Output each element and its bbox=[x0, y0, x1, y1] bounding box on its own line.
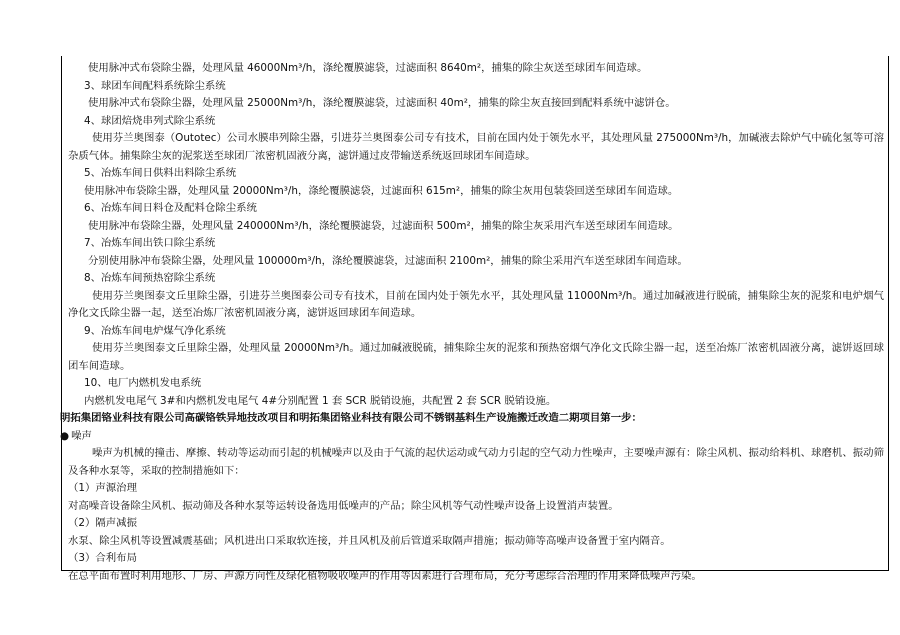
paragraph-item-9: 使用芬兰奥图泰文丘里除尘器，处理风量 20000Nm³/h。通过加碱液脱硫，捕集除尘灰的泥浆和预热窑烟气净化文氏除尘器一起，送至冶炼厂浓密机固液分离，滤饼返回球团车间造球。 bbox=[68, 342, 884, 372]
heading-item-7: 7、冶炼车间出铁口除尘系统 bbox=[84, 237, 216, 249]
project-title: 明拓集团铬业科技有限公司高碳铬铁异地技改项目和明拓集团铬业科技有限公司不锈钢基料生产设施搬迁改造二期项目第一步： bbox=[60, 412, 642, 424]
paragraph-item-3: 使用脉冲式布袋除尘器，处理风量 25000Nm³/h，涤纶覆膜滤袋，过滤面积 40m²，捕集的除尘灰直接回到配料系统中滤饼仓。 bbox=[88, 97, 676, 109]
paragraph-item-6: 使用脉冲布袋除尘器，处理风量 240000Nm³/h，涤纶覆膜滤袋，过滤面积 500m²，捕集的除尘灰采用汽车送至球团车间造球。 bbox=[88, 219, 679, 232]
heading-item-6: 6、冶炼车间日料仓及配料仓除尘系统 bbox=[84, 202, 257, 214]
heading-item-8: 8、冶炼车间预热窑除尘系统 bbox=[84, 272, 216, 284]
paragraph-dust-pulse: 使用脉冲式布袋除尘器，处理风量 46000Nm³/h，涤纶覆膜滤袋，过滤面积 8640m²，捕集的除尘灰送至球团车间造球。 bbox=[88, 62, 648, 74]
paragraph-item-5: 使用脉冲布袋除尘器，处理风量 20000Nm³/h，涤纶覆膜滤袋，过滤面积 615m²，捕集的除尘灰用包装袋回送至球团车间造球。 bbox=[84, 184, 679, 197]
heading-item-3: 3、球团车间配料系统除尘系统 bbox=[84, 79, 226, 92]
document-body bbox=[60, 60, 884, 585]
heading-item-4: 4、球团焙烧串列式除尘系统 bbox=[84, 114, 216, 127]
paragraph-item-10: 内燃机发电尾气 3#和内燃机发电尾气 4#分别配置 1 套 SCR 脱销设施，共配置 2 套 SCR 脱销设施。 bbox=[84, 394, 557, 407]
noise-heading-row bbox=[60, 428, 884, 446]
paragraph-item-8: 使用芬兰奥图泰文丘里除尘器，引进芬兰奥图泰公司专有技术，目前在国内处于领先水平，其处理风量 11000Nm³/h。通过加碱液进行脱硫，捕集除尘灰的泥浆和电炉烟气净化文氏除尘器一起，送至冶炼厂浓密机固液分离，滤饼返回球团车间造球。 bbox=[68, 289, 884, 319]
noise-intro: 噪声为机械的撞击、摩擦、转动等运动而引起的机械噪声以及由于气流的起伏运动或气动力引起的空气动力性噪声，主要噪声源有：除尘风机、振动给料机、球磨机、振动筛及各种水泵等，采取的控制措施如下： bbox=[68, 447, 884, 477]
section-1-text: 对高噪音设备除尘风机、振动筛及各种水泵等运转设备选用低噪声的产品；除尘风机等气动性噪声设备上设置消声装置。 bbox=[68, 499, 619, 512]
bullet-icon: ● bbox=[60, 429, 70, 442]
section-2-title: （2）隔声减振 bbox=[68, 517, 137, 529]
section-3-title: （3）合利布局 bbox=[68, 552, 137, 564]
section-2-text: 水泵、除尘风机等设置减震基础；风机进出口采取软连接，并且风机及前后管道采取隔声措施；振动筛等高噪声设备置于室内隔音。 bbox=[68, 534, 671, 547]
noise-heading: 噪声 bbox=[71, 429, 92, 442]
section-3-text: 在总平面布置时利用地形、厂房、声源方向性及绿化植物吸收噪声的作用等因素进行合理布局，充分考虑综合治理的作用来降低噪声污染。 bbox=[68, 569, 702, 582]
heading-item-10: 10、电厂内燃机发电系统 bbox=[84, 377, 202, 389]
section-1-title: （1）声源治理 bbox=[68, 482, 137, 494]
heading-item-9: 9、冶炼车间电炉煤气净化系统 bbox=[84, 324, 226, 337]
heading-item-5: 5、冶炼车间日供料出料除尘系统 bbox=[84, 167, 237, 179]
paragraph-item-4: 使用芬兰奥图泰（Outotec）公司水膜串列除尘器，引进芬兰奥图泰公司专有技术，目前在国内处于领先水平，其处理风量 275000Nm³/h，加碱液去除炉气中硫化氢等可溶杂质气体。捕集除尘灰的泥浆送至球团厂浓密机固液分离，滤饼通过皮带输送系统返回球团车间造球。 bbox=[68, 132, 884, 162]
paragraph-item-7: 分别使用脉冲布袋除尘器，处理风量 100000m³/h，涤纶覆膜滤袋，过滤面积 2100m²，捕集的除尘采用汽车送至球团车间造球。 bbox=[88, 254, 688, 267]
